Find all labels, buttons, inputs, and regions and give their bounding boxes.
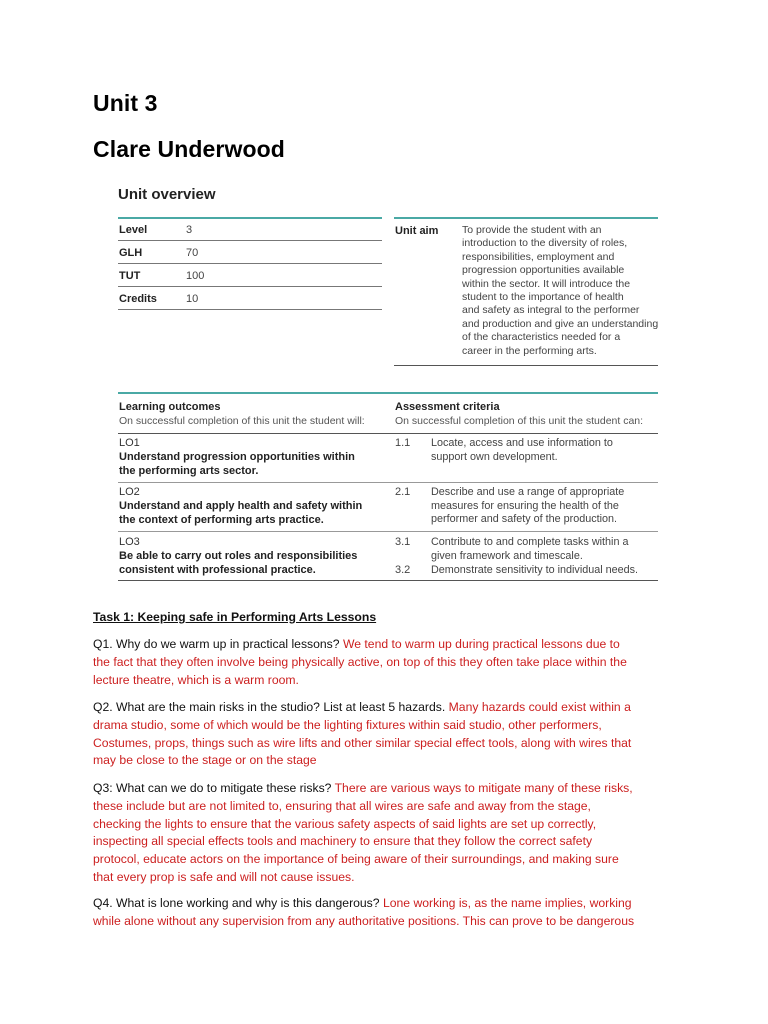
qa-line <box>93 895 678 913</box>
learning-outcomes-heading: Learning outcomes <box>119 401 221 413</box>
outcome-lo1 <box>119 436 389 478</box>
criterion-number: 3.1 <box>395 536 411 548</box>
question-1 <box>93 636 678 689</box>
outcome-title-line: the context of performing arts practice. <box>119 514 324 526</box>
aim-line: progression opportunities available <box>462 264 625 277</box>
outcome-title-line: consistent with professional practice. <box>119 564 316 576</box>
aim-line: career in the performing arts. <box>462 344 597 357</box>
info-value: 10 <box>186 293 199 305</box>
criterion-line: Demonstrate sensitivity to individual needs. <box>431 564 639 576</box>
outcomes-header-rule <box>118 433 658 434</box>
criterion-number: 3.2 <box>395 564 411 576</box>
qa-line <box>93 780 678 798</box>
aim-line: and safety as integral to the performer <box>462 304 640 317</box>
info-row-glh <box>118 241 382 264</box>
row-divider <box>118 309 382 310</box>
qa-line <box>93 636 678 654</box>
criterion-text <box>431 437 661 464</box>
criterion-line: Locate, access and use information to <box>431 437 613 449</box>
answer-text: may be close to the stage or on the stage <box>93 753 317 768</box>
criterion-number: 1.1 <box>395 437 411 449</box>
answer-text: lecture theatre, which is a warm room. <box>93 672 299 687</box>
answer-text: There are various ways to mitigate many of these risks, <box>334 781 633 795</box>
row-divider <box>118 531 658 532</box>
answer-text: We tend to warm up during practical lessons due to <box>342 637 620 651</box>
qa-line <box>93 833 678 851</box>
outcome-lo3 <box>119 535 389 577</box>
info-value: 3 <box>186 224 193 236</box>
learning-outcomes-subheading: On successful completion of this unit the student will: <box>119 415 365 427</box>
criterion-text <box>431 486 661 527</box>
outcome-title-line: Understand progression opportunities within <box>119 451 355 463</box>
row-divider <box>118 482 658 483</box>
qa-line <box>93 816 678 834</box>
outcome-code: LO3 <box>119 536 140 548</box>
answer-text: protocol, educate actors on the importance of being aware of their surroundings, and making sure <box>93 852 619 867</box>
answer-text: the fact that they often involve being physically active, on top of this they often take place within the <box>93 654 627 669</box>
question-text: Q4. What is lone working and why is this dangerous? <box>93 896 383 910</box>
qa-line <box>93 654 678 672</box>
info-key: TUT <box>119 270 141 282</box>
outcome-title-line: Be able to carry out roles and responsibilities <box>119 550 358 562</box>
info-value: 70 <box>186 247 199 259</box>
info-value: 100 <box>186 270 205 282</box>
outcome-title-line: the performing arts sector. <box>119 465 259 477</box>
question-2 <box>93 699 678 770</box>
criterion-line: support own development. <box>431 450 558 463</box>
info-key: Level <box>119 224 148 236</box>
qa-line <box>93 869 678 887</box>
criterion-line: measures for ensuring the health of the <box>431 499 619 512</box>
criterion-line: Describe and use a range of appropriate <box>431 486 625 498</box>
unit-aim <box>394 218 658 366</box>
author-name: Clare Underwood <box>93 136 285 162</box>
aim-line: student to the importance of health <box>462 291 624 304</box>
criterion-number: 2.1 <box>395 486 411 498</box>
qa-line <box>93 851 678 869</box>
outcome-title-line: Understand and apply health and safety within <box>119 500 363 512</box>
answer-text: checking the lights to ensure that the various safety aspects of said lights are set up correctly, <box>93 816 597 831</box>
page-title: Unit 3 <box>93 90 158 116</box>
task-heading: Task 1: Keeping safe in Performing Arts Lessons <box>93 610 377 624</box>
answer-text: Lone working is, as the name implies, working <box>382 896 632 910</box>
answer-text: Many hazards could exist within a <box>448 700 631 714</box>
aim-line: within the sector. It will introduce the <box>462 277 631 290</box>
aim-bottom-rule <box>394 365 658 366</box>
info-key: Credits <box>119 293 157 305</box>
criterion-line: given framework and timescale. <box>431 549 583 562</box>
answer-text: inspecting all special effects tools and machinery to ensure that they follow the correct safety <box>93 834 593 849</box>
question-text: Q2. What are the main risks in the studio? List at least 5 hazards. <box>93 700 449 714</box>
criterion-text <box>431 564 661 578</box>
aim-line: responsibilities, employment and <box>462 250 615 263</box>
question-text: Q3: What can we do to mitigate these risks? <box>93 781 335 795</box>
answer-text: these include but are not limited to, ensuring that all wires are safe and away from the stage, <box>93 798 591 813</box>
outcome-lo2 <box>119 485 389 527</box>
qa-line <box>93 913 678 931</box>
criterion-line: Contribute to and complete tasks within a <box>431 536 629 548</box>
question-4 <box>93 895 678 931</box>
info-row-credits <box>118 287 382 310</box>
criterion-line: performer and safety of the production. <box>431 513 618 525</box>
aim-line: introduction to the diversity of roles, <box>462 237 628 250</box>
assessment-criteria-heading: Assessment criteria <box>395 401 500 413</box>
assessment-criteria-subheading: On successful completion of this unit the student can: <box>395 415 644 427</box>
unit-info-table <box>118 218 382 310</box>
answer-text: Costumes, props, things such as wire lifts and other similar special effect tools, along with wires that <box>93 735 632 750</box>
unit-overview-heading: Unit overview <box>118 186 216 203</box>
question-text: Q1. Why do we warm up in practical lessons? <box>93 637 343 651</box>
info-row-tut <box>118 264 382 287</box>
qa-line <box>93 672 678 690</box>
answer-text: while alone without any supervision from any authoritative positions. This can prove to be dangerous <box>93 913 635 928</box>
unit-aim-label: Unit aim <box>395 225 439 237</box>
qa-line <box>93 798 678 816</box>
outcomes-top-rule <box>118 392 658 394</box>
outcome-code: LO2 <box>119 486 140 498</box>
answer-text: that every prop is safe and will not cause issues. <box>93 869 355 884</box>
info-row-level <box>118 218 382 241</box>
criterion-text <box>431 536 661 563</box>
aim-line: of the characteristics needed for a <box>462 331 621 344</box>
unit-aim-text <box>462 224 662 358</box>
aim-line: To provide the student with an <box>462 224 602 236</box>
qa-line <box>93 735 678 753</box>
qa-line <box>93 717 678 735</box>
answer-text: drama studio, some of which would be the lighting fixtures within said studio, other performers, <box>93 717 602 732</box>
outcomes-bottom-rule <box>118 580 658 581</box>
qa-line <box>93 699 678 717</box>
qa-line <box>93 752 678 770</box>
info-key: GLH <box>119 247 143 259</box>
aim-line: and production and give an understanding <box>462 317 659 330</box>
question-3 <box>93 780 678 887</box>
outcome-code: LO1 <box>119 437 140 449</box>
